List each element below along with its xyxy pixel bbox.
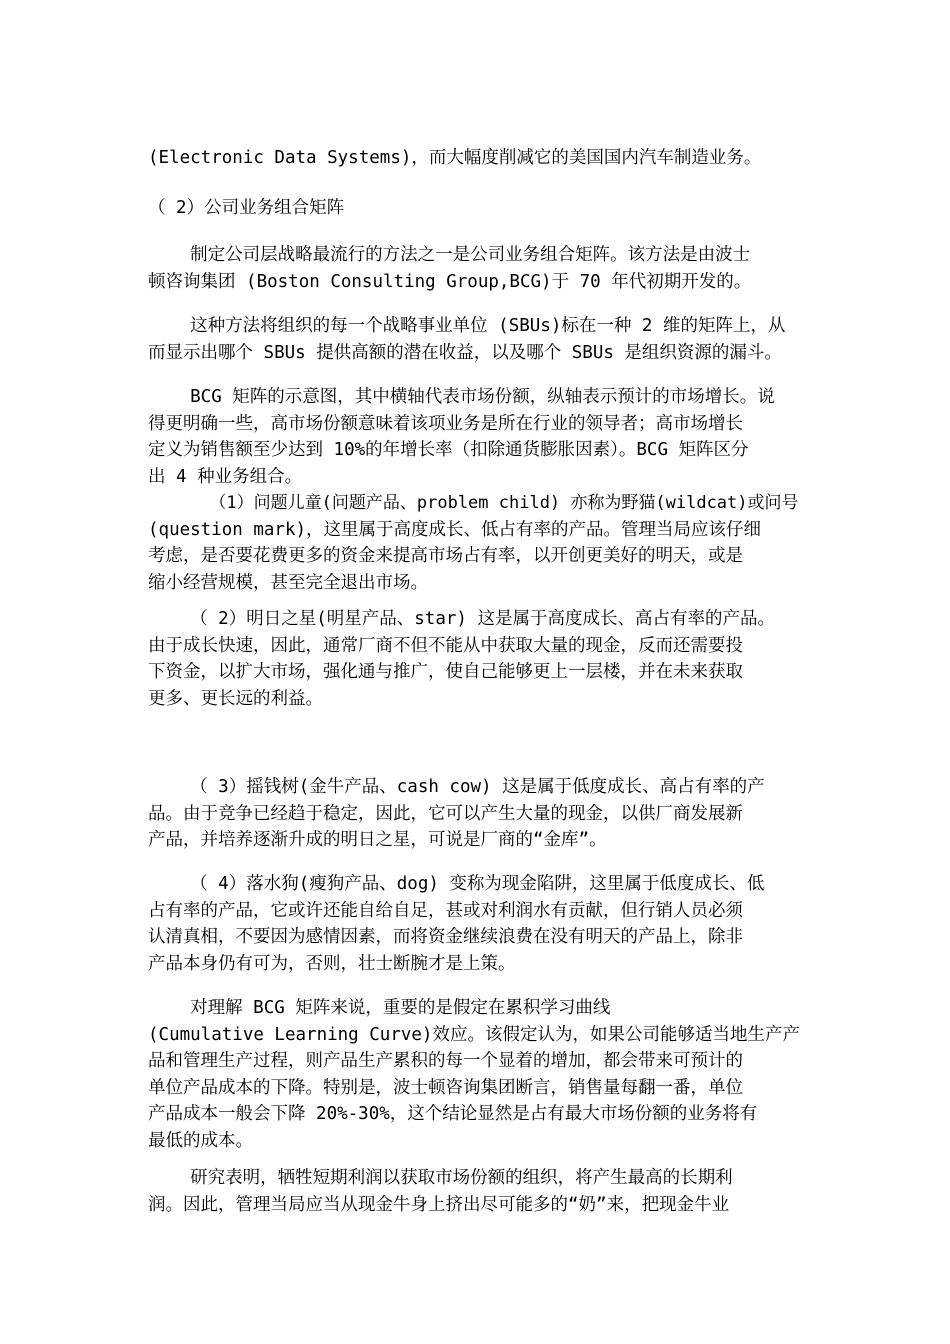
text-line: (question mark)，这里属于高度成长、低占有率的产品。管理当局应该仔细: [148, 519, 762, 540]
section-heading: [148, 195, 804, 222]
text-line: (Cumulative Learning Curve)效应。该假定认为，如果公司能够适当地生产产: [148, 1024, 800, 1045]
text-line: 品和管理生产过程，则产品生产累积的每一个显着的增加，都会带来可预计的: [148, 1051, 743, 1071]
text-line: 最低的成本。: [148, 1130, 253, 1151]
paragraph-eds: [148, 145, 804, 172]
text-line: （1）问题儿童(问题产品、problem child) 亦称为野猫(wildcat)或问号: [148, 493, 799, 513]
text-line: （ 2）明日之星(明星产品、star) 这是属于高度成长、高占有率的产品。: [148, 609, 775, 629]
text-line: 产品，并培养逐渐升成的明日之星，可说是厂商的“金库”。: [148, 830, 607, 850]
text-line: 缩小经营规模，甚至完全退出市场。: [148, 572, 428, 593]
text-line: 制定公司层战略最流行的方法之一是公司业务组合矩阵。该方法是由波士: [148, 245, 751, 265]
text-line: 认清真相，不要因为感情因素，而将资金继续浪费在没有明天的产品上，除非: [148, 927, 743, 947]
text-line: 占有率的产品，它或许还能自给自足，甚或对利润水有贡献，但行销人员必须: [148, 900, 743, 921]
text-line: 下资金，以扩大市场，强化通与推广，使自己能够更上一层楼，并在未来获取: [148, 662, 743, 682]
text-line: 而显示出哪个 SBUs 提供高额的潜在收益，以及哪个 SBUs 是组织资源的漏斗。: [148, 342, 782, 363]
paragraph-research: [148, 1165, 804, 1218]
text-line: 润。因此，管理当局应当从现金牛身上挤出尽可能多的“奶”来，把现金牛业: [148, 1194, 730, 1215]
paragraph-dog: [148, 871, 804, 977]
text-line: 定义为销售额至少达到 10%的年增长率（扣除通货膨胀因素）。BCG 矩阵区分: [148, 440, 749, 460]
text-line: BCG 矩阵的示意图，其中横轴代表市场份额，纵轴表示预计的市场增长。说: [148, 387, 775, 407]
text-line: 产品本身仍有可为，否则，壮士断腕才是上策。: [148, 953, 516, 974]
text-line: 研究表明，牺牲短期利润以获取市场份额的组织，将产生最高的长期利: [148, 1168, 733, 1188]
text-line: 考虑，是否要花费更多的资金来提高市场占有率，以开创更美好的明天，或是: [148, 546, 743, 566]
text-line: （ 4）落水狗(瘦狗产品、dog) 变称为现金陷阱，这里属于低度成长、低: [148, 874, 765, 894]
text-line: （ 3）摇钱树(金牛产品、cash cow) 这是属于低度成长、高占有率的产: [148, 777, 765, 797]
text-line: 对理解 BCG 矩阵来说，重要的是假定在累积学习曲线: [148, 998, 611, 1018]
paragraph-star: [148, 606, 804, 712]
text-line: 品。由于竞争已经趋于稳定，因此，它可以产生大量的现金，以供厂商发展新: [148, 803, 743, 824]
text-line: 更多、更长远的利益。: [148, 688, 323, 709]
text-line: 这种方法将组织的每一个战略事业单位 (SBUs)标在一种 2 维的矩阵上，从: [148, 316, 786, 336]
text-line: 由于成长快速，因此，通常厂商不但不能从中获取大量的现金，反而还需要投: [148, 635, 743, 656]
text-line: （ 2）公司业务组合矩阵: [148, 198, 345, 218]
text-line: 出 4 种业务组合。: [148, 466, 303, 487]
paragraph-bcg-intro: [148, 242, 804, 295]
paragraph-cash-cow: [148, 774, 804, 854]
text-line: 单位产品成本的下降。特别是，波士顿咨询集团断言，销售量每翻一番，单位: [148, 1077, 743, 1098]
text-line: 得更明确一些，高市场份额意味着该项业务是所在行业的领导者；高市场增长: [148, 413, 743, 434]
paragraph-matrix-axes: [148, 384, 804, 596]
text-line: (Electronic Data Systems)，而大幅度削减它的美国国内汽车制造业务。: [148, 148, 762, 168]
paragraph-learning-curve: [148, 995, 804, 1154]
paragraph-sbu: [148, 313, 804, 366]
text-line: 顿咨询集团 (Boston Consulting Group,BCG)于 70 年代初期开发的。: [148, 271, 752, 292]
text-line: 产品成本一般会下降 20%-30%，这个结论显然是占有最大市场份额的业务将有: [148, 1104, 758, 1124]
